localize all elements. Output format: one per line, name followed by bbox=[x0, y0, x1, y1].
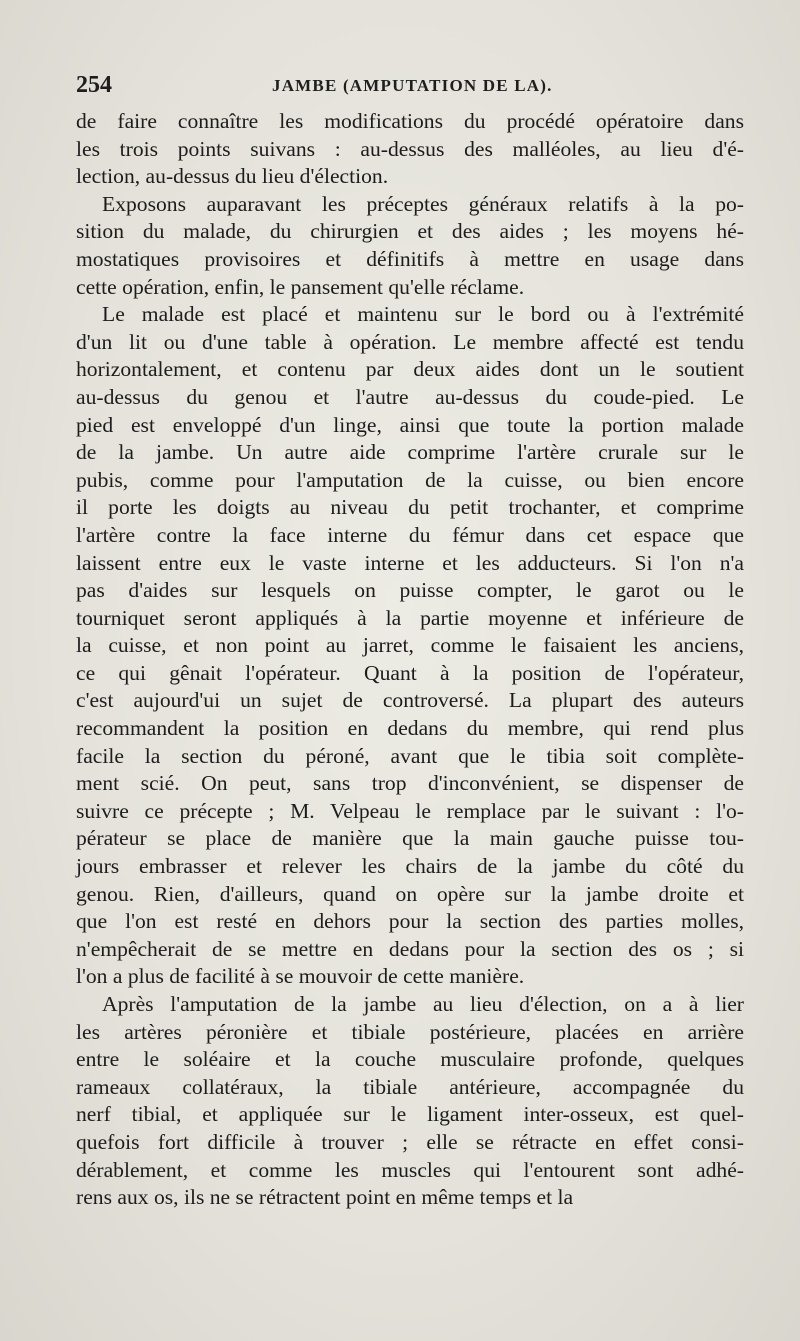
text-line: l'on a plus de facilité à se mouvoir de cette manière. bbox=[76, 964, 525, 989]
text-line: pas d'aides sur lesquels on puisse compter, le garot ou le bbox=[76, 578, 744, 603]
paragraph bbox=[76, 108, 744, 191]
text-line: cette opération, enfin, le pansement qu'elle réclame. bbox=[76, 274, 525, 299]
text-line: au-dessus du genou et l'autre au-dessus du coude-pied. Le bbox=[76, 384, 744, 409]
paragraph bbox=[76, 991, 744, 1212]
text-line: pérateur se place de manière que la main gauche puisse tou- bbox=[76, 826, 744, 851]
text-line: lection, au-dessus du lieu d'élection. bbox=[76, 164, 389, 189]
text-line: n'empêcherait de se mettre en dedans pour la section des os ; si bbox=[76, 936, 744, 961]
text-line: genou. Rien, d'ailleurs, quand on opère sur la jambe droite et bbox=[76, 881, 744, 906]
text-line: quefois fort difficile à trouver ; elle se rétracte en effet consi- bbox=[76, 1129, 744, 1154]
text-line: rens aux os, ils ne se rétractent point en même temps et la bbox=[76, 1185, 574, 1210]
text-line: les trois points suivans : au-dessus des malléoles, au lieu d'é- bbox=[76, 136, 744, 161]
text-line: ment scié. On peut, sans trop d'inconvénient, se dispenser de bbox=[76, 771, 744, 796]
text-line: la cuisse, et non point au jarret, comme le faisaient les anciens, bbox=[76, 633, 744, 658]
text-line: recommandent la position en dedans du membre, qui rend plus bbox=[76, 716, 744, 741]
text-line: l'artère contre la face interne du fémur dans cet espace que bbox=[76, 522, 744, 547]
page-header bbox=[76, 70, 746, 104]
text-line: que l'on est resté en dehors pour la section des parties molles, bbox=[76, 909, 744, 934]
text-line: de faire connaître les modifications du procédé opératoire dans bbox=[76, 109, 744, 133]
text-line: sition du malade, du chirurgien et des aides ; les moyens hé- bbox=[76, 219, 744, 244]
text-line: d'un lit ou d'une table à opération. Le membre affecté est tendu bbox=[76, 329, 744, 354]
running-head: JAMBE (AMPUTATION DE LA). bbox=[272, 76, 553, 95]
text-line: horizontalement, et contenu par deux aides dont un le soutient bbox=[76, 357, 744, 382]
text-line: il porte les doigts au niveau du petit trochanter, et comprime bbox=[76, 495, 744, 520]
text-line: facile la section du péroné, avant que le tibia soit complète- bbox=[76, 743, 744, 768]
body-text bbox=[76, 108, 744, 1212]
text-line: laissent entre eux le vaste interne et les adducteurs. Si l'on n'a bbox=[76, 550, 744, 575]
text-line: de la jambe. Un autre aide comprime l'artère crurale sur le bbox=[76, 440, 744, 465]
text-line: entre le soléaire et la couche musculaire profonde, quelques bbox=[76, 1047, 744, 1072]
text-line: suivre ce précepte ; M. Velpeau le remplace par le suivant : l'o- bbox=[76, 798, 744, 823]
text-line: c'est aujourd'ui un sujet de controversé. La plupart des auteurs bbox=[76, 688, 744, 713]
text-line: nerf tibial, et appliquée sur le ligament inter-osseux, est quel- bbox=[76, 1102, 744, 1127]
text-line: rameaux collatéraux, la tibiale antérieure, accompagnée du bbox=[76, 1074, 744, 1099]
text-line: ce qui gênait l'opérateur. Quant à la position de l'opérateur, bbox=[76, 660, 744, 685]
text-line: tourniquet seront appliqués à la partie moyenne et inférieure de bbox=[76, 605, 744, 630]
text-line: Après l'amputation de la jambe au lieu d'élection, on a à lier bbox=[102, 992, 744, 1016]
text-line: jours embrasser et relever les chairs de la jambe du côté du bbox=[76, 854, 744, 879]
paragraph bbox=[76, 191, 744, 301]
text-line: mostatiques provisoires et définitifs à mettre en usage dans bbox=[76, 246, 744, 271]
page-number: 254 bbox=[76, 72, 112, 98]
text-line: les artères péronière et tibiale postérieure, placées en arrière bbox=[76, 1019, 744, 1044]
paragraph bbox=[76, 301, 744, 991]
text-line: Le malade est placé et maintenu sur le bord ou à l'extrémité bbox=[102, 302, 744, 327]
text-line: pied est enveloppé d'un linge, ainsi que toute la portion malade bbox=[76, 412, 744, 437]
text-line: Exposons auparavant les préceptes généraux relatifs à la po- bbox=[102, 191, 744, 216]
text-line: pubis, comme pour l'amputation de la cuisse, ou bien encore bbox=[76, 467, 744, 492]
text-line: dérablement, et comme les muscles qui l'entourent sont adhé- bbox=[76, 1157, 744, 1182]
